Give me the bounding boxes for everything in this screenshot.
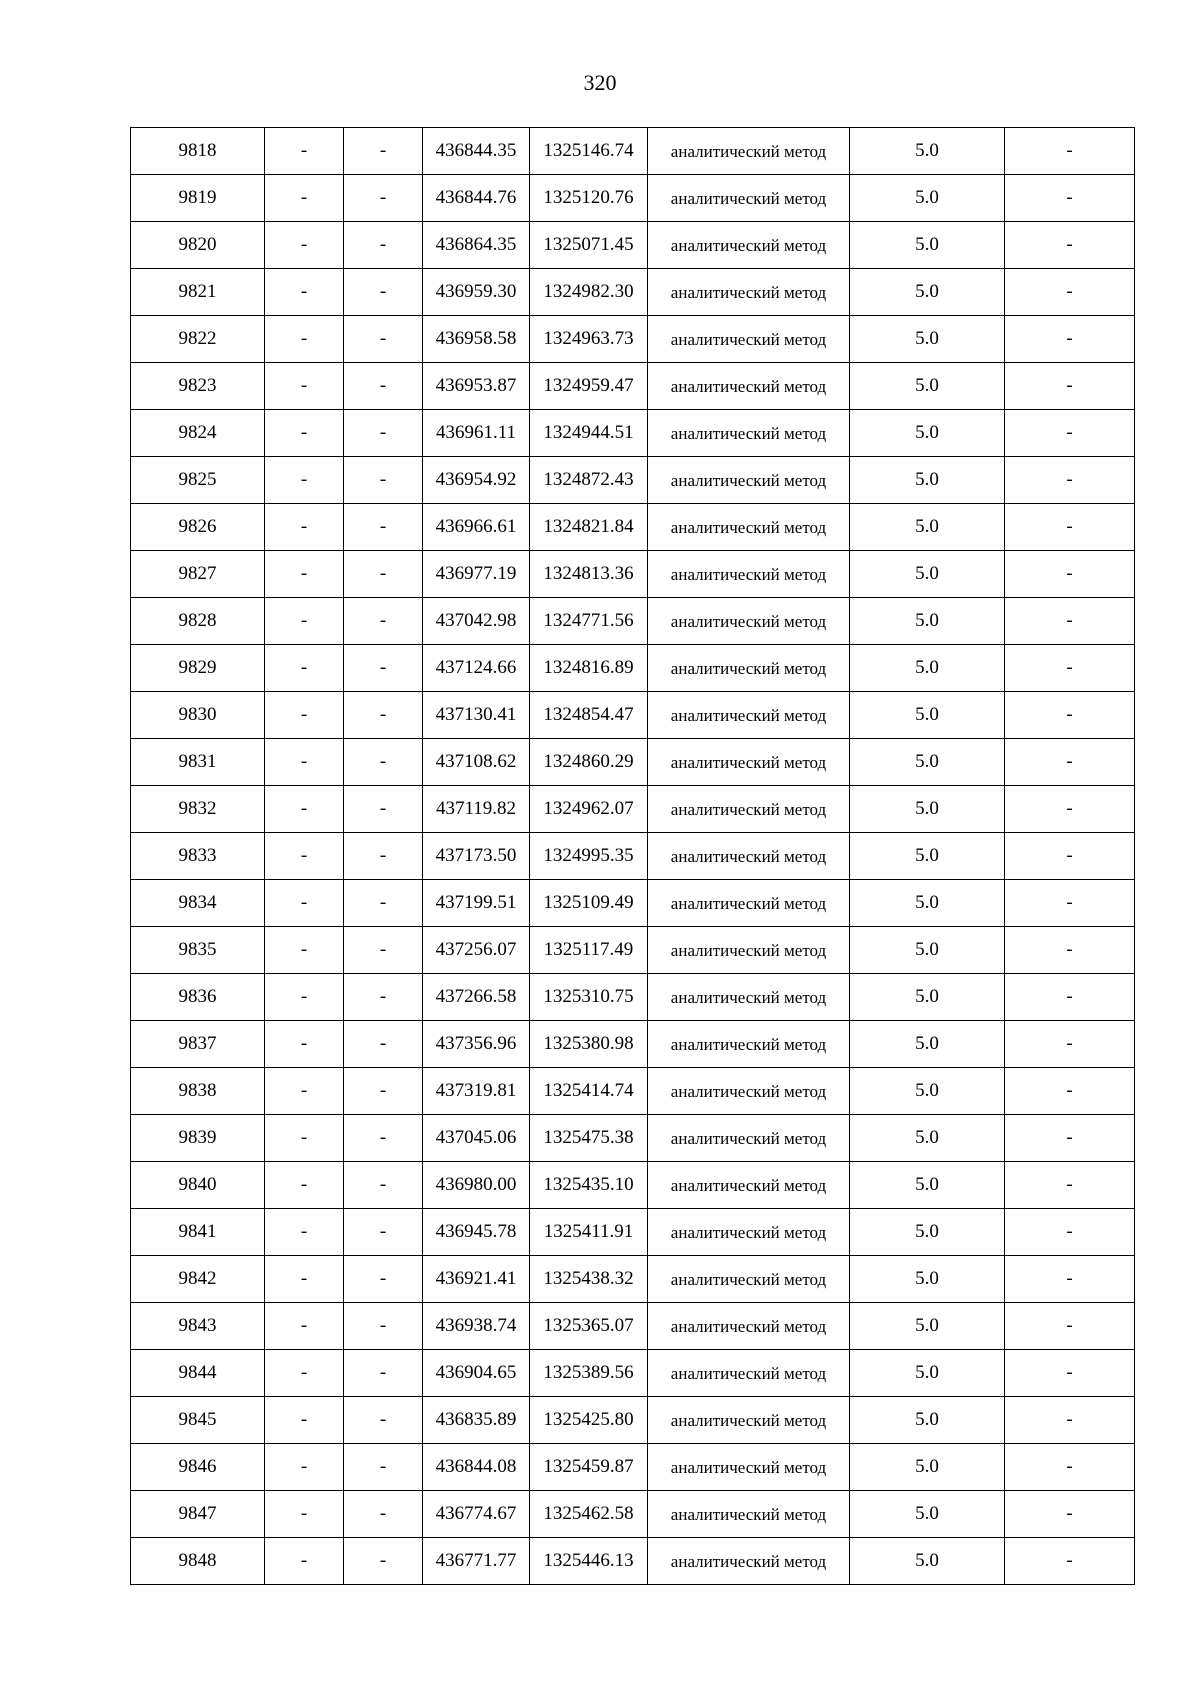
empty-cell: - <box>344 551 423 598</box>
table-row <box>131 739 1135 786</box>
point-number-cell: 9827 <box>131 551 265 598</box>
empty-cell: - <box>1005 1444 1135 1491</box>
x-coordinate-cell: 437042.98 <box>423 598 530 645</box>
table-row <box>131 1444 1135 1491</box>
x-coordinate-cell: 436844.35 <box>423 128 530 175</box>
x-coordinate-cell: 436844.76 <box>423 175 530 222</box>
empty-cell: - <box>265 1397 344 1444</box>
point-number-cell: 9821 <box>131 269 265 316</box>
table-row <box>131 880 1135 927</box>
point-number-cell: 9835 <box>131 927 265 974</box>
point-number-cell: 9843 <box>131 1303 265 1350</box>
accuracy-cell: 5.0 <box>850 1491 1005 1538</box>
x-coordinate-cell: 436921.41 <box>423 1256 530 1303</box>
empty-cell: - <box>1005 598 1135 645</box>
accuracy-cell: 5.0 <box>850 598 1005 645</box>
y-coordinate-cell: 1325425.80 <box>530 1397 648 1444</box>
point-number-cell: 9819 <box>131 175 265 222</box>
empty-cell: - <box>1005 457 1135 504</box>
y-coordinate-cell: 1325310.75 <box>530 974 648 1021</box>
method-cell: аналитический метод <box>648 1256 850 1303</box>
y-coordinate-cell: 1324995.35 <box>530 833 648 880</box>
y-coordinate-cell: 1325365.07 <box>530 1303 648 1350</box>
x-coordinate-cell: 437356.96 <box>423 1021 530 1068</box>
method-cell: аналитический метод <box>648 833 850 880</box>
table-row <box>131 1068 1135 1115</box>
empty-cell: - <box>265 739 344 786</box>
empty-cell: - <box>265 1256 344 1303</box>
point-number-cell: 9825 <box>131 457 265 504</box>
x-coordinate-cell: 436954.92 <box>423 457 530 504</box>
empty-cell: - <box>1005 222 1135 269</box>
accuracy-cell: 5.0 <box>850 833 1005 880</box>
empty-cell: - <box>344 457 423 504</box>
accuracy-cell: 5.0 <box>850 128 1005 175</box>
empty-cell: - <box>344 269 423 316</box>
table-row <box>131 598 1135 645</box>
y-coordinate-cell: 1325446.13 <box>530 1538 648 1585</box>
table-row <box>131 222 1135 269</box>
empty-cell: - <box>344 645 423 692</box>
empty-cell: - <box>265 504 344 551</box>
empty-cell: - <box>344 1397 423 1444</box>
method-cell: аналитический метод <box>648 1491 850 1538</box>
empty-cell: - <box>1005 316 1135 363</box>
point-number-cell: 9842 <box>131 1256 265 1303</box>
empty-cell: - <box>265 1444 344 1491</box>
table-row <box>131 1256 1135 1303</box>
empty-cell: - <box>265 927 344 974</box>
method-cell: аналитический метод <box>648 1350 850 1397</box>
table-row <box>131 1303 1135 1350</box>
x-coordinate-cell: 436980.00 <box>423 1162 530 1209</box>
x-coordinate-cell: 436774.67 <box>423 1491 530 1538</box>
y-coordinate-cell: 1324982.30 <box>530 269 648 316</box>
y-coordinate-cell: 1324962.07 <box>530 786 648 833</box>
empty-cell: - <box>265 128 344 175</box>
accuracy-cell: 5.0 <box>850 269 1005 316</box>
y-coordinate-cell: 1324771.56 <box>530 598 648 645</box>
accuracy-cell: 5.0 <box>850 175 1005 222</box>
empty-cell: - <box>265 175 344 222</box>
method-cell: аналитический метод <box>648 1021 850 1068</box>
method-cell: аналитический метод <box>648 1068 850 1115</box>
coordinates-table <box>130 127 1135 1585</box>
empty-cell: - <box>344 1491 423 1538</box>
table-row <box>131 645 1135 692</box>
method-cell: аналитический метод <box>648 739 850 786</box>
accuracy-cell: 5.0 <box>850 504 1005 551</box>
table-row <box>131 833 1135 880</box>
empty-cell: - <box>344 974 423 1021</box>
x-coordinate-cell: 437319.81 <box>423 1068 530 1115</box>
accuracy-cell: 5.0 <box>850 1256 1005 1303</box>
y-coordinate-cell: 1325438.32 <box>530 1256 648 1303</box>
page-number: 320 <box>583 70 617 95</box>
empty-cell: - <box>265 645 344 692</box>
point-number-cell: 9820 <box>131 222 265 269</box>
empty-cell: - <box>1005 1538 1135 1585</box>
accuracy-cell: 5.0 <box>850 1115 1005 1162</box>
empty-cell: - <box>344 222 423 269</box>
empty-cell: - <box>265 1538 344 1585</box>
empty-cell: - <box>344 410 423 457</box>
point-number-cell: 9832 <box>131 786 265 833</box>
x-coordinate-cell: 436958.58 <box>423 316 530 363</box>
empty-cell: - <box>344 1444 423 1491</box>
x-coordinate-cell: 436864.35 <box>423 222 530 269</box>
method-cell: аналитический метод <box>648 786 850 833</box>
empty-cell: - <box>1005 739 1135 786</box>
empty-cell: - <box>265 1350 344 1397</box>
x-coordinate-cell: 436771.77 <box>423 1538 530 1585</box>
empty-cell: - <box>1005 410 1135 457</box>
accuracy-cell: 5.0 <box>850 551 1005 598</box>
empty-cell: - <box>344 1256 423 1303</box>
accuracy-cell: 5.0 <box>850 692 1005 739</box>
empty-cell: - <box>265 1303 344 1350</box>
empty-cell: - <box>265 410 344 457</box>
x-coordinate-cell: 437045.06 <box>423 1115 530 1162</box>
y-coordinate-cell: 1325389.56 <box>530 1350 648 1397</box>
point-number-cell: 9834 <box>131 880 265 927</box>
y-coordinate-cell: 1325380.98 <box>530 1021 648 1068</box>
x-coordinate-cell: 437173.50 <box>423 833 530 880</box>
y-coordinate-cell: 1325109.49 <box>530 880 648 927</box>
empty-cell: - <box>1005 1162 1135 1209</box>
x-coordinate-cell: 436904.65 <box>423 1350 530 1397</box>
table-row <box>131 269 1135 316</box>
table-body <box>131 128 1135 1585</box>
empty-cell: - <box>344 927 423 974</box>
empty-cell: - <box>265 363 344 410</box>
table-row <box>131 974 1135 1021</box>
method-cell: аналитический метод <box>648 1538 850 1585</box>
method-cell: аналитический метод <box>648 410 850 457</box>
x-coordinate-cell: 437266.58 <box>423 974 530 1021</box>
empty-cell: - <box>1005 269 1135 316</box>
point-number-cell: 9845 <box>131 1397 265 1444</box>
method-cell: аналитический метод <box>648 974 850 1021</box>
y-coordinate-cell: 1324963.73 <box>530 316 648 363</box>
table-row <box>131 692 1135 739</box>
empty-cell: - <box>1005 363 1135 410</box>
method-cell: аналитический метод <box>648 1162 850 1209</box>
table-row <box>131 927 1135 974</box>
accuracy-cell: 5.0 <box>850 1162 1005 1209</box>
method-cell: аналитический метод <box>648 692 850 739</box>
empty-cell: - <box>265 1115 344 1162</box>
accuracy-cell: 5.0 <box>850 1350 1005 1397</box>
empty-cell: - <box>265 457 344 504</box>
y-coordinate-cell: 1325475.38 <box>530 1115 648 1162</box>
y-coordinate-cell: 1324860.29 <box>530 739 648 786</box>
point-number-cell: 9846 <box>131 1444 265 1491</box>
accuracy-cell: 5.0 <box>850 1303 1005 1350</box>
y-coordinate-cell: 1325120.76 <box>530 175 648 222</box>
y-coordinate-cell: 1324872.43 <box>530 457 648 504</box>
x-coordinate-cell: 436953.87 <box>423 363 530 410</box>
empty-cell: - <box>344 1162 423 1209</box>
empty-cell: - <box>265 1491 344 1538</box>
table-row <box>131 175 1135 222</box>
x-coordinate-cell: 437124.66 <box>423 645 530 692</box>
y-coordinate-cell: 1324813.36 <box>530 551 648 598</box>
empty-cell: - <box>1005 880 1135 927</box>
empty-cell: - <box>1005 175 1135 222</box>
empty-cell: - <box>344 1115 423 1162</box>
point-number-cell: 9826 <box>131 504 265 551</box>
method-cell: аналитический метод <box>648 551 850 598</box>
empty-cell: - <box>344 316 423 363</box>
empty-cell: - <box>265 1162 344 1209</box>
method-cell: аналитический метод <box>648 457 850 504</box>
point-number-cell: 9847 <box>131 1491 265 1538</box>
table-row <box>131 1491 1135 1538</box>
table-row <box>131 1115 1135 1162</box>
table-row <box>131 363 1135 410</box>
empty-cell: - <box>344 363 423 410</box>
empty-cell: - <box>344 692 423 739</box>
empty-cell: - <box>344 880 423 927</box>
y-coordinate-cell: 1324944.51 <box>530 410 648 457</box>
empty-cell: - <box>1005 786 1135 833</box>
empty-cell: - <box>1005 974 1135 1021</box>
x-coordinate-cell: 436959.30 <box>423 269 530 316</box>
accuracy-cell: 5.0 <box>850 880 1005 927</box>
method-cell: аналитический метод <box>648 222 850 269</box>
method-cell: аналитический метод <box>648 175 850 222</box>
empty-cell: - <box>265 269 344 316</box>
method-cell: аналитический метод <box>648 128 850 175</box>
table-row <box>131 1538 1135 1585</box>
empty-cell: - <box>344 598 423 645</box>
y-coordinate-cell: 1325414.74 <box>530 1068 648 1115</box>
empty-cell: - <box>1005 1021 1135 1068</box>
empty-cell: - <box>1005 1115 1135 1162</box>
accuracy-cell: 5.0 <box>850 645 1005 692</box>
point-number-cell: 9829 <box>131 645 265 692</box>
point-number-cell: 9818 <box>131 128 265 175</box>
x-coordinate-cell: 436844.08 <box>423 1444 530 1491</box>
point-number-cell: 9824 <box>131 410 265 457</box>
empty-cell: - <box>344 128 423 175</box>
empty-cell: - <box>265 1021 344 1068</box>
point-number-cell: 9839 <box>131 1115 265 1162</box>
accuracy-cell: 5.0 <box>850 1538 1005 1585</box>
empty-cell: - <box>265 692 344 739</box>
empty-cell: - <box>265 551 344 598</box>
empty-cell: - <box>265 1068 344 1115</box>
empty-cell: - <box>344 504 423 551</box>
empty-cell: - <box>1005 1303 1135 1350</box>
x-coordinate-cell: 437108.62 <box>423 739 530 786</box>
method-cell: аналитический метод <box>648 1209 850 1256</box>
x-coordinate-cell: 436977.19 <box>423 551 530 598</box>
point-number-cell: 9831 <box>131 739 265 786</box>
method-cell: аналитический метод <box>648 269 850 316</box>
empty-cell: - <box>265 316 344 363</box>
empty-cell: - <box>265 974 344 1021</box>
empty-cell: - <box>1005 645 1135 692</box>
empty-cell: - <box>344 1303 423 1350</box>
accuracy-cell: 5.0 <box>850 222 1005 269</box>
empty-cell: - <box>265 1209 344 1256</box>
table-row <box>131 1397 1135 1444</box>
point-number-cell: 9836 <box>131 974 265 1021</box>
empty-cell: - <box>344 739 423 786</box>
point-number-cell: 9841 <box>131 1209 265 1256</box>
accuracy-cell: 5.0 <box>850 316 1005 363</box>
table-row <box>131 457 1135 504</box>
y-coordinate-cell: 1325146.74 <box>530 128 648 175</box>
method-cell: аналитический метод <box>648 1115 850 1162</box>
empty-cell: - <box>344 1209 423 1256</box>
empty-cell: - <box>344 175 423 222</box>
accuracy-cell: 5.0 <box>850 410 1005 457</box>
accuracy-cell: 5.0 <box>850 927 1005 974</box>
empty-cell: - <box>1005 1068 1135 1115</box>
table-row <box>131 1162 1135 1209</box>
accuracy-cell: 5.0 <box>850 1397 1005 1444</box>
accuracy-cell: 5.0 <box>850 739 1005 786</box>
method-cell: аналитический метод <box>648 1444 850 1491</box>
x-coordinate-cell: 437119.82 <box>423 786 530 833</box>
point-number-cell: 9837 <box>131 1021 265 1068</box>
empty-cell: - <box>1005 1256 1135 1303</box>
x-coordinate-cell: 436945.78 <box>423 1209 530 1256</box>
empty-cell: - <box>344 1068 423 1115</box>
table-row <box>131 1021 1135 1068</box>
y-coordinate-cell: 1325435.10 <box>530 1162 648 1209</box>
x-coordinate-cell: 437256.07 <box>423 927 530 974</box>
table-row <box>131 504 1135 551</box>
x-coordinate-cell: 436835.89 <box>423 1397 530 1444</box>
method-cell: аналитический метод <box>648 645 850 692</box>
x-coordinate-cell: 436961.11 <box>423 410 530 457</box>
empty-cell: - <box>1005 1209 1135 1256</box>
y-coordinate-cell: 1324959.47 <box>530 363 648 410</box>
empty-cell: - <box>265 222 344 269</box>
table-row <box>131 1350 1135 1397</box>
table-row <box>131 786 1135 833</box>
accuracy-cell: 5.0 <box>850 1068 1005 1115</box>
table-row <box>131 1209 1135 1256</box>
method-cell: аналитический метод <box>648 880 850 927</box>
point-number-cell: 9840 <box>131 1162 265 1209</box>
point-number-cell: 9833 <box>131 833 265 880</box>
accuracy-cell: 5.0 <box>850 457 1005 504</box>
empty-cell: - <box>265 598 344 645</box>
method-cell: аналитический метод <box>648 363 850 410</box>
y-coordinate-cell: 1324816.89 <box>530 645 648 692</box>
method-cell: аналитический метод <box>648 504 850 551</box>
y-coordinate-cell: 1325459.87 <box>530 1444 648 1491</box>
point-number-cell: 9848 <box>131 1538 265 1585</box>
x-coordinate-cell: 436938.74 <box>423 1303 530 1350</box>
table-row <box>131 410 1135 457</box>
point-number-cell: 9828 <box>131 598 265 645</box>
y-coordinate-cell: 1325117.49 <box>530 927 648 974</box>
method-cell: аналитический метод <box>648 927 850 974</box>
empty-cell: - <box>265 880 344 927</box>
empty-cell: - <box>344 833 423 880</box>
y-coordinate-cell: 1325071.45 <box>530 222 648 269</box>
accuracy-cell: 5.0 <box>850 1021 1005 1068</box>
empty-cell: - <box>344 1021 423 1068</box>
empty-cell: - <box>1005 1397 1135 1444</box>
y-coordinate-cell: 1324854.47 <box>530 692 648 739</box>
accuracy-cell: 5.0 <box>850 1209 1005 1256</box>
point-number-cell: 9830 <box>131 692 265 739</box>
empty-cell: - <box>1005 551 1135 598</box>
accuracy-cell: 5.0 <box>850 1444 1005 1491</box>
method-cell: аналитический метод <box>648 316 850 363</box>
y-coordinate-cell: 1325411.91 <box>530 1209 648 1256</box>
empty-cell: - <box>1005 833 1135 880</box>
x-coordinate-cell: 436966.61 <box>423 504 530 551</box>
empty-cell: - <box>265 833 344 880</box>
accuracy-cell: 5.0 <box>850 363 1005 410</box>
y-coordinate-cell: 1325462.58 <box>530 1491 648 1538</box>
empty-cell: - <box>1005 1350 1135 1397</box>
method-cell: аналитический метод <box>648 1303 850 1350</box>
empty-cell: - <box>1005 927 1135 974</box>
accuracy-cell: 5.0 <box>850 974 1005 1021</box>
point-number-cell: 9822 <box>131 316 265 363</box>
x-coordinate-cell: 437199.51 <box>423 880 530 927</box>
point-number-cell: 9838 <box>131 1068 265 1115</box>
empty-cell: - <box>344 786 423 833</box>
point-number-cell: 9844 <box>131 1350 265 1397</box>
empty-cell: - <box>1005 1491 1135 1538</box>
method-cell: аналитический метод <box>648 1397 850 1444</box>
empty-cell: - <box>265 786 344 833</box>
table-row <box>131 128 1135 175</box>
empty-cell: - <box>344 1538 423 1585</box>
y-coordinate-cell: 1324821.84 <box>530 504 648 551</box>
table-row <box>131 551 1135 598</box>
empty-cell: - <box>344 1350 423 1397</box>
accuracy-cell: 5.0 <box>850 786 1005 833</box>
point-number-cell: 9823 <box>131 363 265 410</box>
table-row <box>131 316 1135 363</box>
empty-cell: - <box>1005 692 1135 739</box>
method-cell: аналитический метод <box>648 598 850 645</box>
x-coordinate-cell: 437130.41 <box>423 692 530 739</box>
empty-cell: - <box>1005 504 1135 551</box>
empty-cell: - <box>1005 128 1135 175</box>
